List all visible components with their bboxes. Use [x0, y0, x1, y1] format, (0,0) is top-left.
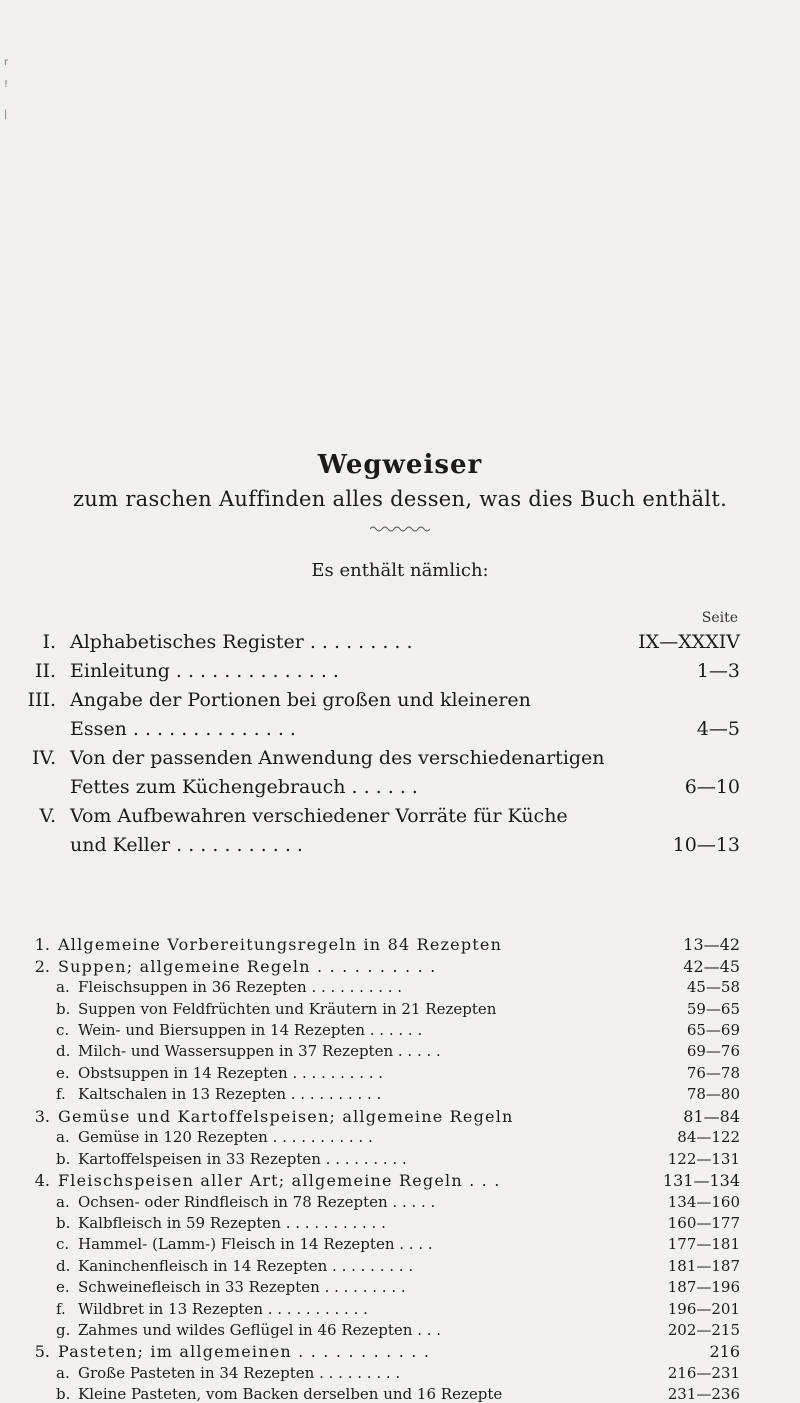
- entry-title: Suppen; allgemeine Regeln . . . . . . . . . .: [58, 956, 437, 976]
- entry-pages: 196—201: [667, 1299, 740, 1318]
- entry-number: g.: [56, 1321, 71, 1339]
- entry-pages: 45—58: [686, 978, 740, 997]
- entry-pages: 59—65: [686, 999, 740, 1018]
- entry-number: 5.: [34, 1342, 50, 1362]
- entry-title: Fleischsuppen in 36 Rezepten . . . . . . . . . .: [78, 978, 403, 997]
- entry-pages: 122—131: [667, 1149, 740, 1168]
- entry-title: Kaltschalen in 13 Rezepten . . . . . . . . . .: [78, 1085, 382, 1104]
- entry-pages: 13—42: [683, 935, 740, 954]
- entry-title: Alphabetisches Register . . . . . . . . .: [70, 631, 413, 653]
- entry-pages: 181—187: [667, 1256, 740, 1275]
- entry-number: f.: [56, 1085, 66, 1104]
- entry-title: Schweinefleisch in 33 Rezepten . . . . . . . . .: [78, 1278, 406, 1297]
- entry-number: e.: [56, 1063, 70, 1082]
- entry-title: Ochsen- oder Rindfleisch in 78 Rezepten . . . . .: [78, 1192, 436, 1211]
- entry-pages: 131—134: [662, 1171, 740, 1190]
- entry-title: und Keller . . . . . . . . . . .: [70, 834, 303, 856]
- entry-pages: 160—177: [667, 1214, 740, 1232]
- margin-mark: |: [4, 109, 8, 120]
- page-column-label: Seite: [701, 610, 738, 626]
- entry-title: Große Pasteten in 34 Rezepten . . . . . . . . .: [78, 1364, 401, 1382]
- entry-title: Wildbret in 13 Rezepten . . . . . . . . . . .: [78, 1299, 368, 1318]
- entry-number: b.: [56, 1149, 71, 1168]
- entry-pages: 84—122: [677, 1128, 740, 1147]
- entry-pages: 216—231: [667, 1364, 740, 1382]
- entry-pages: 187—196: [667, 1278, 740, 1297]
- entry-title: Gemüse und Kartoffelspeisen; allgemeine Regeln: [58, 1106, 514, 1126]
- entry-title: Kaninchenfleisch in 14 Rezepten . . . . . . . . .: [78, 1256, 414, 1275]
- entry-number: 4.: [34, 1171, 50, 1190]
- entry-number: d.: [56, 1256, 71, 1275]
- entry-pages: IX—XXXIV: [638, 631, 740, 653]
- entry-pages: 65—69: [686, 1021, 740, 1039]
- entry-number: III.: [27, 689, 56, 711]
- entry-pages: 81—84: [683, 1106, 740, 1126]
- entry-title: Kleine Pasteten, vom Backen derselben und 16 Rezepte: [78, 1385, 503, 1403]
- wavy-ornament-icon: [370, 524, 430, 534]
- entry-pages: 177—181: [667, 1235, 740, 1254]
- entry-pages: 6—10: [684, 776, 740, 798]
- margin-mark: r: [4, 57, 9, 68]
- entry-pages: 78—80: [686, 1085, 740, 1104]
- entry-pages: 42—45: [683, 956, 740, 976]
- entry-title: Einleitung . . . . . . . . . . . . . .: [70, 660, 339, 682]
- entry-number: 1.: [34, 935, 50, 954]
- entry-title: Zahmes und wildes Geflügel in 46 Rezepten . . .: [78, 1321, 442, 1339]
- intro-text: Es enthält nämlich:: [311, 560, 489, 581]
- entry-number: IV.: [32, 747, 56, 769]
- margin-marks: [4, 58, 14, 120]
- entry-number: 3.: [34, 1106, 50, 1126]
- entry-number: b.: [56, 1214, 71, 1232]
- entry-title: Kartoffelspeisen in 33 Rezepten . . . . . . . . .: [78, 1149, 407, 1168]
- entry-title: Vom Aufbewahren verschiedener Vorräte für Küche: [70, 805, 568, 827]
- entry-pages: 202—215: [667, 1321, 740, 1339]
- entry-number: f.: [56, 1299, 66, 1318]
- entry-number: V.: [39, 805, 56, 827]
- entry-pages: 4—5: [696, 718, 740, 740]
- entry-number: a.: [56, 1192, 70, 1211]
- entry-number: a.: [56, 978, 70, 997]
- entry-number: 2.: [34, 956, 50, 976]
- margin-mark: !: [4, 79, 9, 90]
- entry-number: e.: [56, 1278, 70, 1297]
- entry-title: Gemüse in 120 Rezepten . . . . . . . . . . .: [78, 1128, 373, 1147]
- entry-title: Milch- und Wassersuppen in 37 Rezepten . . . . .: [78, 1042, 441, 1061]
- entry-number: b.: [56, 999, 71, 1018]
- page-subtitle: zum raschen Auffinden alles dessen, was dies Buch enthält.: [72, 487, 728, 511]
- entry-title: Obstsuppen in 14 Rezepten . . . . . . . . . .: [78, 1063, 384, 1082]
- entry-number: c.: [56, 1235, 70, 1254]
- entry-title: Wein- und Biersuppen in 14 Rezepten . . . . . .: [78, 1021, 423, 1039]
- entry-number: c.: [56, 1021, 70, 1039]
- entry-number: b.: [56, 1385, 71, 1403]
- entry-number: I.: [42, 631, 56, 653]
- entry-title: Angabe der Portionen bei großen und kleineren: [70, 689, 531, 711]
- entry-number: d.: [56, 1042, 71, 1061]
- page-title: Wegweiser: [317, 450, 483, 480]
- entry-title: Suppen von Feldfrüchten und Kräutern in 21 Rezepten: [78, 999, 497, 1018]
- entry-title: Hammel- (Lamm-) Fleisch in 14 Rezepten . . . .: [78, 1235, 433, 1254]
- entry-title: Allgemeine Vorbereitungsregeln in 84 Rezepten: [58, 935, 503, 954]
- entry-title: Fleischspeisen aller Art; allgemeine Regeln . . .: [58, 1171, 501, 1190]
- entry-pages: 231—236: [667, 1385, 740, 1403]
- entry-pages: 69—76: [686, 1042, 740, 1061]
- entry-pages: 10—13: [672, 834, 740, 856]
- entry-number: a.: [56, 1128, 70, 1147]
- entry-title: Kalbfleisch in 59 Rezepten . . . . . . . . . . .: [78, 1214, 386, 1232]
- entry-title: Pasteten; im allgemeinen . . . . . . . . . . .: [58, 1342, 431, 1362]
- entry-pages: 1—3: [696, 660, 740, 682]
- entry-pages: 216: [709, 1342, 740, 1362]
- entry-pages: 134—160: [667, 1192, 740, 1211]
- entry-title: Von der passenden Anwendung des verschiedenartigen: [70, 747, 605, 769]
- entry-title: Fettes zum Küchengebrauch . . . . . .: [70, 776, 418, 798]
- entry-number: II.: [34, 660, 56, 682]
- entry-pages: 76—78: [686, 1063, 740, 1082]
- entry-title: Essen . . . . . . . . . . . . . .: [70, 718, 296, 740]
- entry-number: a.: [56, 1364, 70, 1382]
